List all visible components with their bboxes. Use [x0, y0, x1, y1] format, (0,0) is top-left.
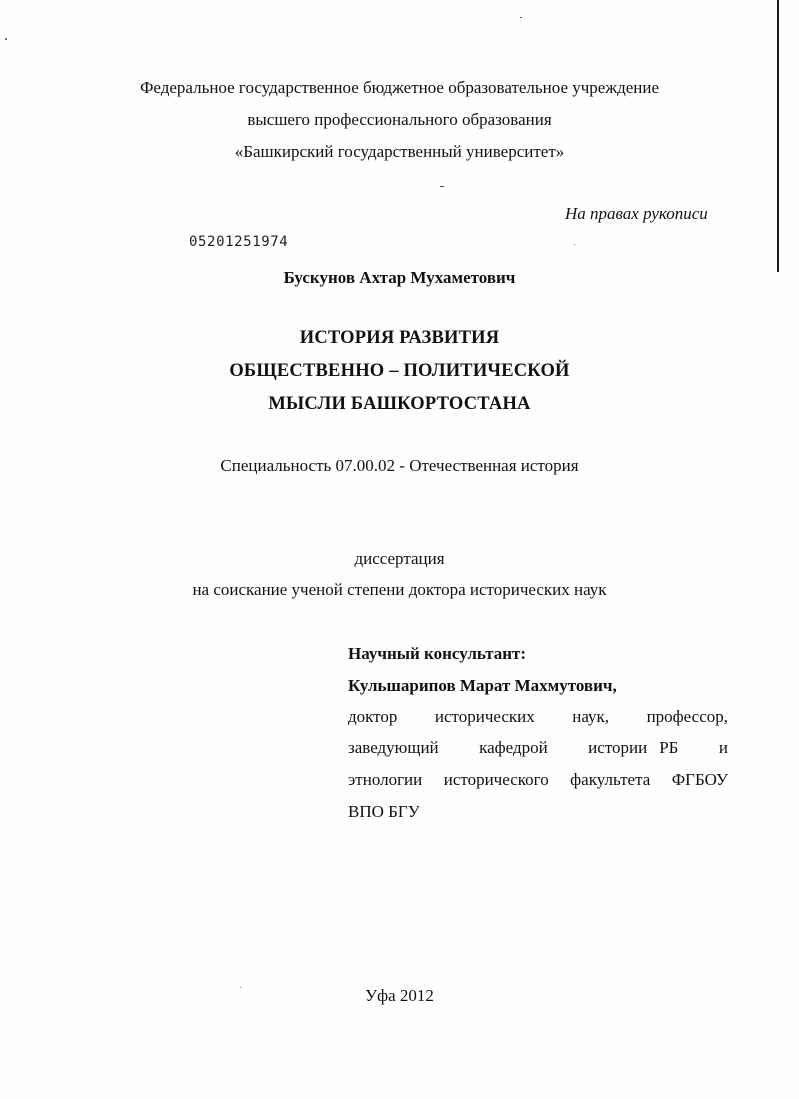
city-year: Уфа 2012 — [365, 986, 434, 1005]
consultant-title-row-4: ВПО БГУ — [348, 802, 420, 821]
consultant-word: наук, — [572, 707, 610, 726]
work-type: диссертация — [354, 549, 445, 568]
consultant-word: заведующий — [348, 738, 439, 757]
scan-speck — [440, 186, 444, 187]
institution-line-3: «Башкирский государственный университет» — [234, 142, 565, 161]
consultant-title-row-1 — [348, 707, 728, 727]
consultant-word: ФГБОУ — [671, 770, 728, 789]
consultant-word: кафедрой — [479, 738, 548, 757]
consultant-word: этнологии — [348, 770, 423, 789]
consultant-word: профессор, — [646, 707, 728, 726]
institution-line-1: Федеральное государственное бюджетное образовательное учреждение — [139, 78, 660, 97]
manuscript-note: На правах рукописи — [565, 204, 708, 223]
consultant-word: и — [718, 738, 728, 757]
degree-line: на соискание ученой степени доктора исторических наук — [192, 580, 607, 599]
consultant-word-group — [588, 738, 678, 758]
scan-edge-line — [777, 0, 779, 272]
specialty: Специальность 07.00.02 - Отечественная история — [220, 456, 579, 475]
consultant-title-row-2 — [348, 738, 728, 758]
title-line-1: ИСТОРИЯ РАЗВИТИЯ — [299, 328, 500, 348]
consultant-word: РБ — [659, 738, 679, 757]
archive-number: 05201251974 — [189, 234, 289, 250]
consultant-word: истории — [588, 738, 648, 757]
consultant-word: факультета — [570, 770, 651, 789]
author-name: Бускунов Ахтар Мухаметович — [283, 268, 516, 287]
scan-speck — [520, 17, 522, 18]
title-line-2: ОБЩЕСТВЕННО – ПОЛИТИЧЕСКОЙ — [229, 361, 570, 381]
consultant-name: Кульшарипов Марат Махмутович, — [348, 676, 617, 695]
institution-line-2: высшего профессионального образования — [247, 110, 552, 129]
consultant-heading: Научный консультант: — [348, 644, 527, 663]
scan-speck — [574, 244, 575, 245]
consultant-word: исторических — [434, 707, 535, 726]
scan-speck — [5, 38, 7, 40]
title-line-3: МЫСЛИ БАШКОРТОСТАНА — [268, 394, 531, 414]
consultant-word: исторического — [443, 770, 549, 789]
consultant-title-row-3 — [348, 770, 728, 790]
consultant-word: доктор — [348, 707, 398, 726]
